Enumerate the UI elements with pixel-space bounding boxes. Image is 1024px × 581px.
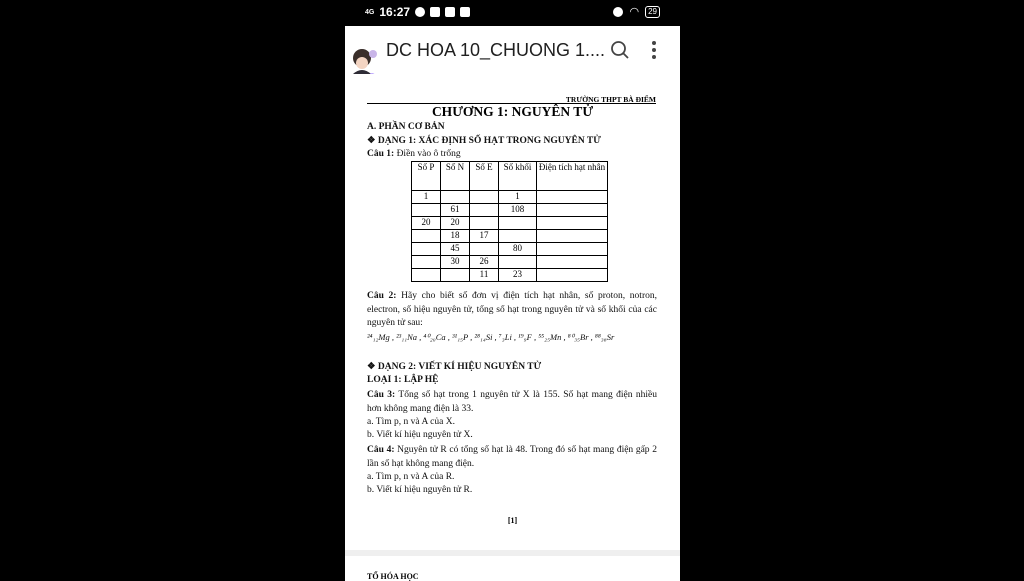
- table-cell: 1: [412, 191, 441, 204]
- table-cell: [537, 191, 608, 204]
- question-label: Câu 3:: [367, 390, 396, 400]
- photo-notification-icon: [445, 7, 455, 17]
- table-cell: 80: [499, 243, 537, 256]
- table-cell: [441, 191, 470, 204]
- alarm-icon: [613, 7, 623, 17]
- table-header: Điện tích hạt nhân: [537, 162, 608, 191]
- question-4: [367, 444, 657, 471]
- table-cell: [537, 230, 608, 243]
- question-label: Câu 1:: [367, 149, 395, 159]
- school-header: TRƯỜNG THPT BÀ ĐIỂM: [565, 95, 656, 104]
- table-row: [412, 204, 608, 217]
- table-cell: 11: [470, 269, 499, 282]
- table-cell: 26: [470, 256, 499, 269]
- question-3: [367, 389, 657, 416]
- table-cell: [441, 269, 470, 282]
- table-header: Số P: [412, 162, 441, 191]
- mail-notification-icon: [460, 7, 470, 17]
- more-options-icon[interactable]: [649, 38, 659, 62]
- question-label: Câu 4:: [367, 445, 395, 455]
- table-cell: 61: [441, 204, 470, 217]
- question-4b: b. Viết kí hiệu nguyên tử R.: [367, 485, 473, 495]
- table-row: [412, 243, 608, 256]
- network-label: 4G: [365, 8, 375, 16]
- table-cell: 17: [470, 230, 499, 243]
- document-page: [345, 74, 680, 550]
- table-cell: [537, 217, 608, 230]
- status-bar: [345, 0, 680, 26]
- question-text: Nguyên tử R có tổng số hạt là 48. Trong đó số hạt mang điện gấp 2 lần số hạt không mang điện.: [367, 445, 657, 469]
- table-cell: 1: [499, 191, 537, 204]
- table-header: Số N: [441, 162, 470, 191]
- table-cell: [470, 191, 499, 204]
- table-row: [412, 230, 608, 243]
- table-row: [412, 269, 608, 282]
- question-text: Điền vào ô trống: [394, 149, 461, 159]
- table-cell: 18: [441, 230, 470, 243]
- messenger-notification-icon: [415, 7, 425, 17]
- question-1: [367, 149, 461, 159]
- table-cell: 20: [441, 217, 470, 230]
- status-time: 16:27: [379, 5, 411, 19]
- app-notification-icon: [430, 7, 440, 17]
- document-title: DC HOA 10_CHUONG 1....: [386, 40, 606, 60]
- table-cell: 45: [441, 243, 470, 256]
- form-heading: ❖ DẠNG 2: VIẾT KÍ HIỆU NGUYÊN TỬ: [367, 362, 542, 372]
- table-cell: [499, 217, 537, 230]
- table-cell: [470, 243, 499, 256]
- table-cell: [470, 204, 499, 217]
- question-3b: b. Viết kí hiệu nguyên tử X.: [367, 430, 473, 440]
- question-3a: a. Tìm p, n và A của X.: [367, 417, 455, 427]
- question-2: [367, 290, 657, 331]
- app-bar: [345, 26, 680, 75]
- table-cell: 23: [499, 269, 537, 282]
- question-4a: a. Tìm p, n và A của R.: [367, 472, 455, 482]
- table-cell: 108: [499, 204, 537, 217]
- table-cell: [537, 256, 608, 269]
- chapter-title: CHƯƠNG 1: NGUYÊN TỬ: [431, 104, 594, 119]
- table-cell: 20: [412, 217, 441, 230]
- table-cell: [499, 256, 537, 269]
- atom-list: ²⁴₁₂Mg , ²³₁₁Na , ⁴⁰₂₀Ca , ³¹₁₅P , ²⁸₁₄Si , ⁷₃Li , ¹⁹₉F , ⁵⁵₂₅Mn , ⁸⁰₃₅Br , ⁸⁸₃₈Sr: [367, 332, 615, 342]
- next-page: [345, 556, 680, 581]
- next-page-header: TỔ HÓA HỌC: [367, 572, 419, 581]
- table-cell: [412, 256, 441, 269]
- table-cell: [412, 230, 441, 243]
- section-heading: A. PHẦN CƠ BẢN: [367, 122, 445, 132]
- table-row: [412, 191, 608, 204]
- table-cell: [470, 217, 499, 230]
- fill-in-table: [411, 161, 608, 282]
- table-header: Số E: [470, 162, 499, 191]
- wifi-icon: ◠: [629, 6, 640, 18]
- table-cell: [412, 243, 441, 256]
- type-heading: LOẠI 1: LẬP HỆ: [367, 375, 439, 385]
- table-cell: [412, 204, 441, 217]
- table-cell: 30: [441, 256, 470, 269]
- table-cell: [537, 269, 608, 282]
- question-text: Hãy cho biết số đơn vị điện tích hạt nhân, số proton, notron, electron, số hiệu nguyên tử, tổng số hạt trong nguyên tử và số khối của các nguyên tử sau:: [367, 291, 657, 328]
- table-header: Số khối: [499, 162, 537, 191]
- table-cell: [537, 204, 608, 217]
- form-heading: ❖ DẠNG 1: XÁC ĐỊNH SỐ HẠT TRONG NGUYÊN TỬ: [367, 136, 601, 146]
- table-cell: [499, 230, 537, 243]
- table-row: [412, 217, 608, 230]
- battery-indicator: 29: [645, 6, 660, 18]
- table-cell: [537, 243, 608, 256]
- question-text: Tổng số hạt trong 1 nguyên tử X là 155. Số hạt mang điện nhiều hơn không mang điện là 33.: [367, 390, 658, 414]
- page-number: [1]: [507, 516, 518, 525]
- table-row: [412, 256, 608, 269]
- question-label: Câu 2:: [367, 291, 397, 301]
- search-icon[interactable]: [609, 39, 631, 61]
- table-cell: [412, 269, 441, 282]
- phone-screen: [345, 0, 680, 581]
